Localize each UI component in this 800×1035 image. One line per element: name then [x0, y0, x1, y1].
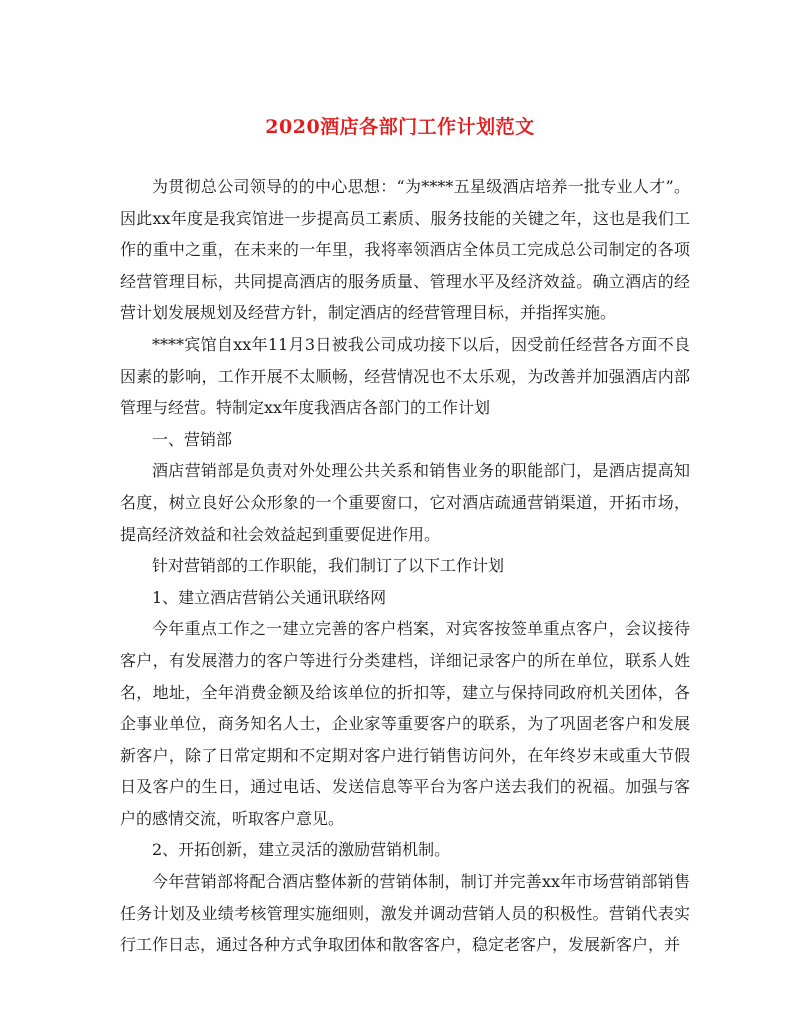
paragraph-intro: 为贯彻总公司领导的的中心思想：“为****五星级酒店培养一批专业人才”。因此xx年度是我宾馆进一步提高员工素质、服务技能的关键之年，这也是我们工作的重中之重，在未来的一年里，我将率领酒店全体员工完成总公司制定的各项经营管理目标，共同提高酒店的服务质量、管理水平及经济效益。确立酒店的经营计划发展规划及经营方针，制定酒店的经营管理目标，并指挥实施。	[120, 177, 690, 323]
paragraph-marketing-role: 酒店营销部是负责对外处理公共关系和销售业务的职能部门，是酒店提高知名度，树立良好公众形象的一个重要窗口，它对酒店疏通营销渠道，开拓市场，提高经济效益和社会效益起到重要促进作用。	[120, 461, 690, 544]
paragraph-background: ****宾馆自xx年11月3日被我公司成功接下以后，因受前任经营各方面不良因素的影响，工作开展不太顺畅，经营情况也不太乐观，为改善并加强酒店内部管理与经营。特制定xx年度我酒店各部门的工作计划	[120, 334, 690, 418]
document-body	[120, 171, 690, 961]
subheading-incentive: 2、开拓创新，建立灵活的激励营销机制。	[152, 840, 451, 860]
section-heading-marketing: 一、营销部	[152, 429, 233, 449]
document-title: 2020酒店各部门工作计划范文	[265, 116, 535, 138]
paragraph-client-records: 今年重点工作之一建立完善的客户档案，对宾客按签单重点客户，会议接待客户，有发展潜力的客户等进行分类建档，详细记录客户的所在单位，联系人姓名，地址，全年消费金额及给该单位的折扣等，建立与保持同政府机关团体，各企事业单位，商务知名人士，企业家等重要客户的联系，为了巩固老客户和发展新客户，除了日常定期和不定期对客户进行销售访问外，在年终岁末或重大节假日及客户的生日，通过电话、发送信息等平台为客户送去我们的祝福。加强与客户的感情交流，听取客户意见。	[120, 619, 690, 828]
paragraph-sales-plan: 今年营销部将配合酒店整体新的营销体制，制订并完善xx年市场营销部销售任务计划及业绩考核管理实施细则，激发并调动营销人员的积极性。营销代表实行工作日志，通过各种方式争取团体和散客客户，稳定老客户，发展新客户，并	[120, 872, 690, 955]
subheading-network: 1、建立酒店营销公关通讯联络网	[152, 587, 387, 607]
paragraph-plan-intro: 针对营销部的工作职能，我们制订了以下工作计划	[152, 556, 505, 576]
